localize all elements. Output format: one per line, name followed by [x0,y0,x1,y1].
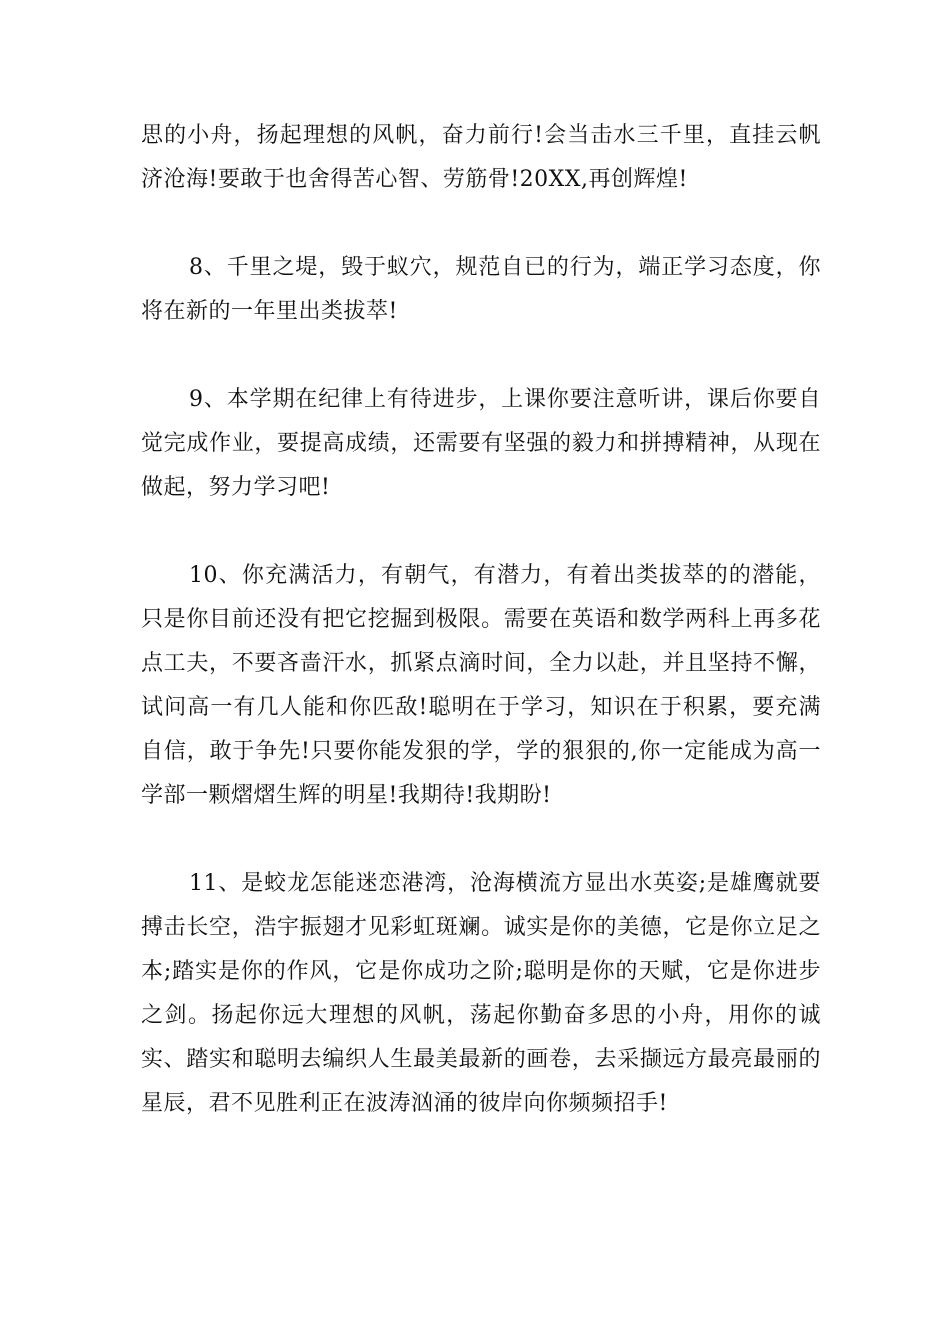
paragraph-item-9: 9、本学期在纪律上有待进步，上课你要注意听讲，课后你要自觉完成作业，要提高成绩，还需要有坚强的毅力和拼搏精神，从现在做起，努力学习吧! [141,387,821,500]
document-body [141,114,821,1126]
paragraph-continuation: 思的小舟，扬起理想的风帆，奋力前行!会当击水三千里，直挂云帆济沧海!要敢于也舍得苦心智、劳筋骨!20XX,再创辉煌! [141,123,821,192]
paragraph-item-10: 10、你充满活力，有朝气，有潜力，有着出类拔萃的的潜能，只是你目前还没有把它挖掘到极限。需要在英语和数学两科上再多花点工夫，不要吝啬汗水，抓紧点滴时间，全力以赴，并且坚持不懈，试问高一有几人能和你匹敌!聪明在于学习，知识在于积累，要充满自信，敢于争先!只要你能发狠的学，学的狠狠的,你一定能成为高一学部一颗熠熠生辉的明星!我期待!我期盼! [141,563,821,808]
paragraph-item-11: 11、是蛟龙怎能迷恋港湾，沧海横流方显出水英姿;是雄鹰就要搏击长空，浩宇振翅才见彩虹斑斓。诚实是你的美德，它是你立足之本;踏实是你的作风，它是你成功之阶;聪明是你的天赋，它是你进步之剑。扬起你远大理想的风帆，荡起你勤奋多思的小舟，用你的诚实、踏实和聪明去编织人生最美最新的画卷，去采撷远方最亮最丽的星辰，君不见胜利正在波涛汹涌的彼岸向你频频招手! [141,871,821,1116]
paragraph-item-8: 8、千里之堤，毁于蚁穴，规范自已的行为，端正学习态度，你将在新的一年里出类拔萃! [141,255,821,324]
